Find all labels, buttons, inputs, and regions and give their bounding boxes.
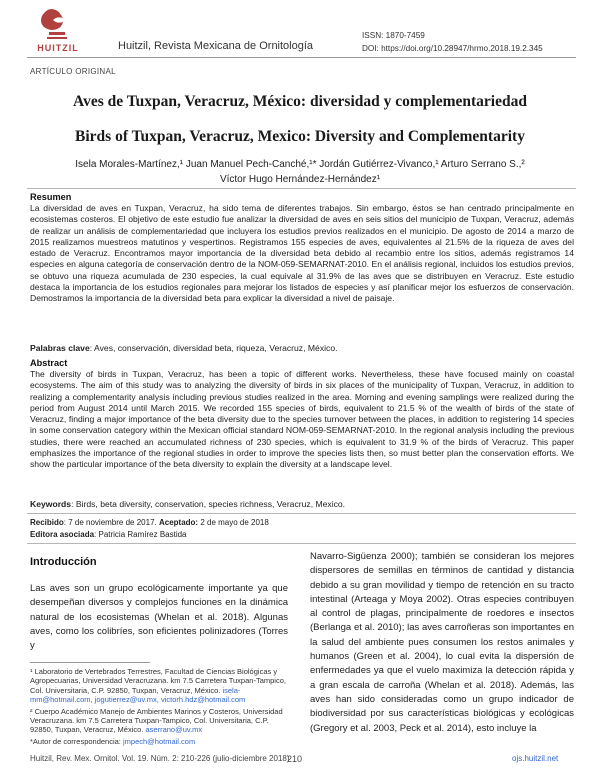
- footnote-3-email[interactable]: jmpech@hotmail.com: [122, 736, 196, 746]
- page-number: 210: [287, 754, 303, 764]
- accepted-label: Aceptado:: [158, 518, 199, 527]
- authors: [40, 157, 560, 187]
- authors-line-2: Víctor Hugo Hernández-Hernández¹: [219, 174, 381, 185]
- journal-name: Huitzil, Revista Mexicana de Ornitología: [118, 40, 314, 52]
- received-date: : 7 de noviembre de 2017.: [63, 518, 159, 527]
- resumen-keywords: [30, 343, 574, 354]
- editor-name: : Patricia Ramírez Bastida: [94, 530, 187, 539]
- logo-text: HUITZIL: [37, 43, 79, 53]
- abstract-heading: Abstract: [30, 358, 68, 368]
- footnote-3: [30, 737, 288, 746]
- intro-heading: Introducción: [30, 556, 97, 568]
- associate-editor: [30, 530, 187, 539]
- accepted-date: 2 de mayo de 2018: [198, 518, 269, 527]
- footnote-2: [30, 707, 288, 735]
- doi[interactable]: DOI: https://doi.org/10.28947/hrmo.2018.19.2.345: [362, 44, 543, 53]
- footnote-1: [30, 667, 288, 705]
- journal-site-link[interactable]: ojs.huitzil.net: [512, 754, 559, 763]
- article-type: ARTÍCULO ORIGINAL: [30, 67, 116, 76]
- footnote-rule: [30, 662, 150, 663]
- title-spanish: Aves de Tuxpan, Veracruz, México: diversidad y complementariedad: [73, 93, 527, 110]
- title-english: Birds of Tuxpan, Veracruz, Mexico: Diversity and Complementarity: [75, 128, 525, 145]
- received-dates: [30, 518, 269, 527]
- resumen-heading: Resumen: [30, 192, 72, 202]
- abstract-text: The diversity of birds in Tuxpan, Veracruz, has been a topic of different works. Nevertheless, these have focused mainly on coastal ecosystems. The aim of this study was to analyzing the diversity of birds in six places of the municipality of Tuxpan, Veracruz, in addition to realizing a complementarity analysis including previous studies realized in the area. Morning and evening samplings were realized during the period from August 2014 until March 2015. We recorded 155 species of birds, equivalent to 21.5 % of the wealth of birds of the state of Veracruz, finding a major importance of the beta diversity due to the species turnover between the places, in addition to registering 14 species in some conservation category within the Mexican official standard NOM-059-SEMARNAT-2010. In the regional analysis including the previous studies, there were reached an accumulated richness of 230 species, which is equivalent to 31.9 % of the birds of Veracruz. This paper emphasizes the importance of the regional studies in order to improve the species lists then, so must better plan the conservation efforts. We show the particular importance of the beta diversity to explain the diversity at a landscape level.: [30, 369, 574, 470]
- footnote-2-text: ² Cuerpo Académico Manejo de Ambientes Marinos y Costeros, Universidad Veracruzana. km 7.5 Carretera Tuxpan-Tampico, Col. Universitaria, C.P. 92850, Tuxpan, Veracruz, México.: [30, 706, 283, 735]
- authors-line-1: Isela Morales-Martínez,¹ Juan Manuel Pech-Canché,¹* Jordán Gutiérrez-Vivanco,¹ Arturo Serrano S.,²: [75, 159, 525, 170]
- footer-citation: Huitzil, Rev. Mex. Ornitol. Vol. 19. Núm. 2: 210-226 (julio-diciembre 2018): [30, 754, 290, 763]
- journal-logo: [27, 6, 89, 54]
- intro-right-column: Navarro-Sigüenza 2000); también se consideran los mejores dispersores de semillas en términos de cantidad y distancia debido a su gran movilidad y tiempo de retención en su tracto intestinal (Arteaga y Moya 2002). Otras especies contribuyen al control de plagas, principalmente de roedores e insectos (Berlanga et al. 2010); las aves carroñeras son importantes en la salud del ambiente pues consumen los restos animales y humanos (Green et al. 2004), lo cual evita la dispersión de enfermedades ya que el vuelo maximiza la detección rápida y a gran escala de carroña (Whelan et al. 2018). Además, las aves han sido consideradas como un grupo indicador de biodiversidad por sus características biológicas y ecológicas (Gregory et al. 2003, Peck et al. 2014), esto incluye la: [310, 551, 574, 734]
- footnote-1-text: ¹ Laboratorio de Vertebrados Terrestres, Facultad de Ciencias Biológicas y Agropecuarias, Universidad Veracruzana. km 7.5 Carretera Tuxpan-Tampico, Col. Universitaria, C.P. 92850, Tuxpan, Veracruz, México.: [30, 667, 286, 695]
- footnote-1-emails[interactable]: isela-mm@hotmail.com, jogutierrez@uv.mx, victorh.hdz@hotmail.com: [30, 685, 246, 705]
- keywords-label-es: Palabras clave: [30, 343, 90, 353]
- issn: ISSN: 1870-7459: [362, 31, 425, 40]
- footnote-2-email[interactable]: aserrano@uv.mx: [145, 725, 203, 735]
- intro-top-rule: [27, 543, 576, 544]
- editor-label: Editora asociada: [30, 530, 95, 539]
- dates-rule: [27, 513, 576, 514]
- header-divider: [27, 57, 576, 58]
- intro-left-column: Las aves son un grupo ecológicamente importante ya que desempeñan diversos y complejos funciones en la dinámica natural de los ecosistemas (Whelan et al. 2018). Algunas aves, como los colibríes, son eficientes polinizadores (Torres y: [30, 583, 288, 652]
- keywords-es: : Aves, conservación, diversidad beta, riqueza, Veracruz, México.: [89, 343, 338, 353]
- abstract-top-rule: [27, 188, 576, 189]
- keywords-en: : Birds, beta diversity, conservation, species richness, Veracruz, Mexico.: [71, 499, 346, 509]
- footnote-3-text: *Autor de correspondencia:: [30, 736, 123, 746]
- keywords-label-en: Keywords: [30, 499, 72, 509]
- resumen-text: La diversidad de aves en Tuxpan, Veracruz, ha sido tema de diferentes trabajos. Sin embargo, éstos se han centrado principalmente en ecosistemas costeros. El objetivo de este estudio fue analizar la diversidad de aves en seis sitios del municipio de Tuxpan, Veracruz, además de realizar un análisis de complementariedad que incluyera los estudios previos realizados en el municipio. De agosto de 2014 a marzo de 2015 realizamos muestreos matutinos y vespertinos. Registramos 155 especies de aves, equivalentes al 21.5% de la riqueza de aves del estado de Veracruz. Encontramos mayor importancia de la diversidad beta debido al recambio entre los sitios, además registramos 14 especies en alguna categoría de conservación dentro de la NOM-059-SEMARNAT-2010. En el análisis regional, incluidos los estudios previos, se obtuvo una riqueza acumulada de 230 especies, la cual equivale al 31.9% de las aves que se distribuyen en Veracruz. Este estudio destaca la importancia de los estudios regionales para mejorar los listados de especies y así planificar mejor los esfuerzos de conservación. Demostramos la importancia de la diversidad beta para explicar la diversidad a nivel de paisaje.: [30, 203, 574, 304]
- abstract-keywords: [30, 499, 574, 510]
- received-label: Recibido: [30, 518, 64, 527]
- footnotes: [30, 667, 288, 748]
